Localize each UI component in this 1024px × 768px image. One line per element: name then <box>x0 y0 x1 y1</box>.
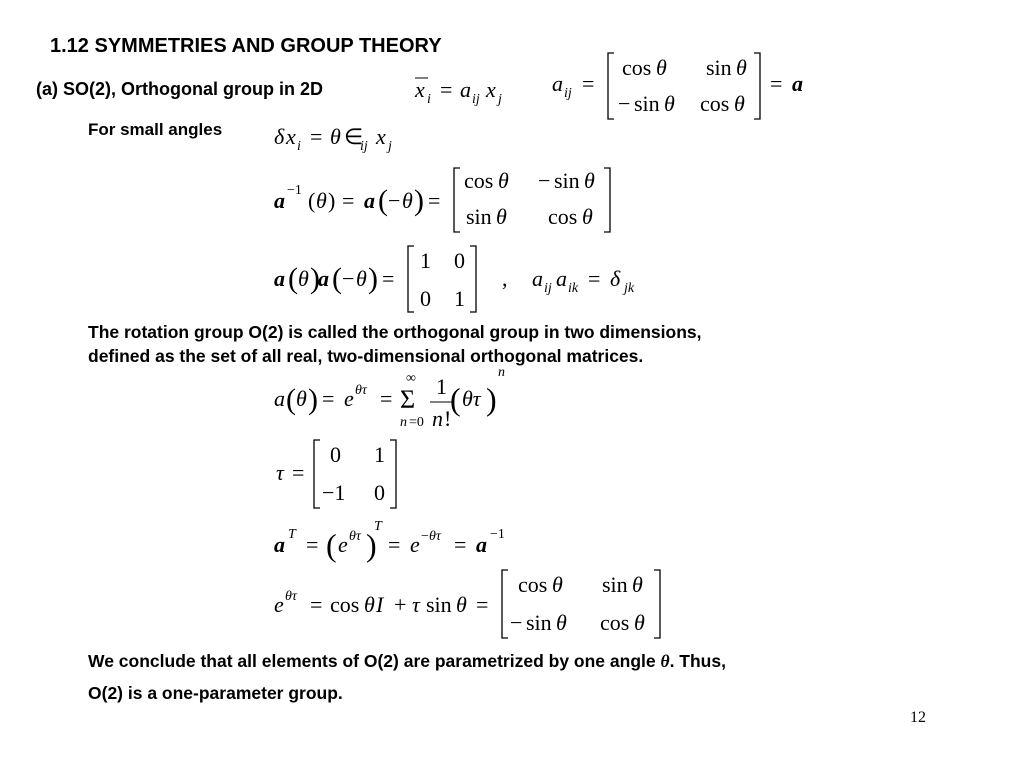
exponential-series-equation <box>270 364 530 434</box>
svg-text:θ: θ <box>664 91 675 116</box>
svg-text:): ) <box>368 262 378 295</box>
svg-text:): ) <box>328 188 336 213</box>
small-angles-label: For small angles <box>88 120 223 139</box>
svg-text:θ: θ <box>736 55 747 80</box>
paragraph2-line1 <box>88 645 726 677</box>
svg-text:ij: ij <box>544 281 552 296</box>
svg-text:n: n <box>400 415 407 430</box>
svg-text:a: a <box>364 188 375 213</box>
svg-text:θτ: θτ <box>349 529 361 544</box>
svg-text:=: = <box>440 77 453 102</box>
svg-text:): ) <box>486 381 497 417</box>
svg-text:ij: ij <box>360 139 368 154</box>
svg-text:θ: θ <box>298 266 309 291</box>
svg-text:e: e <box>344 386 354 411</box>
transpose-equation <box>270 516 530 566</box>
slide-title: 1.12 SYMMETRIES AND GROUP THEORY <box>50 35 442 57</box>
svg-text:i: i <box>297 139 301 154</box>
svg-text:a: a <box>792 71 803 96</box>
svg-text:=: = <box>770 71 783 96</box>
svg-text:a: a <box>460 77 471 102</box>
svg-text:x: x <box>486 77 496 102</box>
svg-text:cos: cos <box>700 91 730 116</box>
svg-text:e: e <box>338 532 348 557</box>
svg-text:θτ: θτ <box>462 386 481 411</box>
svg-text:): ) <box>310 262 320 295</box>
paragraph2-line1-a: We conclude that all elements of O(2) are parametrized by one angle <box>88 651 661 671</box>
svg-text:a: a <box>318 266 329 291</box>
svg-text:−: − <box>510 610 523 635</box>
orthogonality-equation <box>270 242 660 318</box>
svg-text:sin: sin <box>426 592 452 617</box>
svg-text:T: T <box>374 519 382 534</box>
svg-text:sin: sin <box>466 204 492 229</box>
svg-text:−: − <box>388 188 401 213</box>
svg-text:θ: θ <box>734 91 745 116</box>
svg-text:1: 1 <box>454 286 465 311</box>
svg-text:θ: θ <box>296 386 307 411</box>
svg-text:e: e <box>274 592 284 617</box>
transformation-equation <box>410 70 520 110</box>
svg-text:=: = <box>476 592 489 617</box>
svg-text:x: x <box>415 77 425 102</box>
svg-text:i: i <box>427 92 431 107</box>
paragraph-conclusion <box>88 645 726 709</box>
svg-text:θ: θ <box>496 204 507 229</box>
svg-text:θ: θ <box>582 204 593 229</box>
svg-text:−1: −1 <box>322 480 346 505</box>
svg-text:cos: cos <box>548 204 578 229</box>
svg-text:=: = <box>428 188 441 213</box>
svg-text:ij: ij <box>564 86 572 101</box>
rotation-matrix-definition <box>550 45 820 125</box>
svg-text:−: − <box>618 91 631 116</box>
svg-text:): ) <box>414 184 424 217</box>
svg-text:δ: δ <box>610 266 621 291</box>
svg-text:0: 0 <box>454 248 465 273</box>
svg-text:n: n <box>498 365 505 380</box>
svg-text:1: 1 <box>374 442 385 467</box>
svg-text:θ: θ <box>632 572 643 597</box>
svg-text:1: 1 <box>436 374 447 399</box>
svg-text:sin: sin <box>602 572 628 597</box>
svg-text:θ: θ <box>456 592 467 617</box>
svg-text:a: a <box>532 266 543 291</box>
svg-text:sin: sin <box>526 610 552 635</box>
paragraph2-line1-b: . Thus, <box>669 651 726 671</box>
svg-text:θ: θ <box>356 266 367 291</box>
svg-text:=: = <box>382 266 395 291</box>
svg-text:a: a <box>274 532 285 557</box>
svg-text:=: = <box>322 386 335 411</box>
svg-text:θ: θ <box>634 610 645 635</box>
svg-text:ik: ik <box>568 281 579 296</box>
svg-text:x: x <box>376 124 386 149</box>
svg-text:θ: θ <box>552 572 563 597</box>
theta-symbol: θ <box>660 651 670 671</box>
svg-text:1: 1 <box>420 248 431 273</box>
svg-text:(: ( <box>450 381 461 417</box>
svg-text:τ: τ <box>412 592 420 617</box>
svg-text:0: 0 <box>330 442 341 467</box>
svg-text:x: x <box>286 124 296 149</box>
svg-text:cos: cos <box>518 572 548 597</box>
svg-text:θτ: θτ <box>355 383 367 398</box>
page-number: 12 <box>910 709 926 726</box>
svg-text:−: − <box>421 529 429 544</box>
svg-text:−: − <box>342 266 355 291</box>
svg-text:sin: sin <box>706 55 732 80</box>
svg-text:jk: jk <box>624 281 635 296</box>
svg-text:e: e <box>410 532 420 557</box>
svg-text:cos: cos <box>464 168 494 193</box>
svg-text:): ) <box>366 527 377 563</box>
svg-text:0: 0 <box>420 286 431 311</box>
svg-text:−1: −1 <box>490 527 505 542</box>
svg-text:j: j <box>388 139 392 154</box>
svg-text:cos: cos <box>622 55 652 80</box>
svg-text:T: T <box>288 527 296 542</box>
svg-text:a: a <box>274 188 285 213</box>
svg-text:=: = <box>582 71 595 96</box>
svg-text:=: = <box>380 386 393 411</box>
svg-text:(: ( <box>308 188 316 213</box>
svg-text:θ: θ <box>316 188 327 213</box>
svg-text:I: I <box>376 592 384 617</box>
svg-text:τ: τ <box>276 460 284 485</box>
svg-text:(: ( <box>286 383 296 416</box>
svg-text:a: a <box>556 266 567 291</box>
svg-text:=: = <box>306 532 319 557</box>
svg-text:=: = <box>310 592 323 617</box>
svg-text:ij: ij <box>472 92 480 107</box>
svg-text:a: a <box>274 386 285 411</box>
svg-text:θ: θ <box>656 55 667 80</box>
svg-text:θτ: θτ <box>285 589 297 604</box>
svg-text:θ: θ <box>498 168 509 193</box>
svg-text:sin: sin <box>554 168 580 193</box>
svg-text:=: = <box>454 532 467 557</box>
svg-text:a: a <box>552 71 563 96</box>
svg-text:∈: ∈ <box>344 124 364 149</box>
svg-text:=: = <box>292 460 305 485</box>
svg-text:θτ: θτ <box>429 529 441 544</box>
svg-text:!: ! <box>444 406 452 431</box>
svg-text:−: − <box>538 168 551 193</box>
svg-text:sin: sin <box>634 91 660 116</box>
svg-text:(: ( <box>378 184 388 217</box>
svg-text:(: ( <box>332 262 342 295</box>
paragraph1-line2: defined as the set of all real, two-dimensional orthogonal matrices. <box>88 346 644 366</box>
svg-text:): ) <box>308 383 318 416</box>
svg-text:(: ( <box>326 527 337 563</box>
paragraph2-line2: O(2) is a one-parameter group. <box>88 683 343 703</box>
svg-text:=: = <box>588 266 601 291</box>
svg-text:δ: δ <box>274 124 285 149</box>
svg-text:θ: θ <box>364 592 375 617</box>
svg-text:∞: ∞ <box>406 371 416 386</box>
svg-text:=: = <box>342 188 355 213</box>
svg-text:−1: −1 <box>287 183 302 198</box>
svg-text:(: ( <box>288 262 298 295</box>
svg-text:θ: θ <box>330 124 341 149</box>
svg-text:θ: θ <box>556 610 567 635</box>
svg-text:=: = <box>310 124 323 149</box>
svg-text:,: , <box>502 266 508 291</box>
svg-text:a: a <box>274 266 285 291</box>
svg-text:j: j <box>498 92 502 107</box>
svg-text:Σ: Σ <box>400 385 416 414</box>
svg-text:θ: θ <box>402 188 413 213</box>
svg-text:=0: =0 <box>409 415 424 430</box>
euler-form-equation <box>270 566 670 642</box>
slide-subtitle: (a) SO(2), Orthogonal group in 2D <box>36 79 323 99</box>
svg-text:cos: cos <box>330 592 360 617</box>
svg-text:cos: cos <box>600 610 630 635</box>
inverse-matrix-equation <box>270 162 630 242</box>
svg-text:a: a <box>476 532 487 557</box>
paragraph-orthogonal-group <box>88 320 701 368</box>
svg-text:n: n <box>432 406 443 431</box>
svg-text:=: = <box>388 532 401 557</box>
generator-matrix-equation <box>270 436 410 512</box>
svg-text:θ: θ <box>584 168 595 193</box>
svg-text:0: 0 <box>374 480 385 505</box>
svg-text:+: + <box>394 592 407 617</box>
paragraph1-line1: The rotation group O(2) is called the orthogonal group in two dimensions, <box>88 322 702 342</box>
small-angle-equation <box>272 118 412 158</box>
